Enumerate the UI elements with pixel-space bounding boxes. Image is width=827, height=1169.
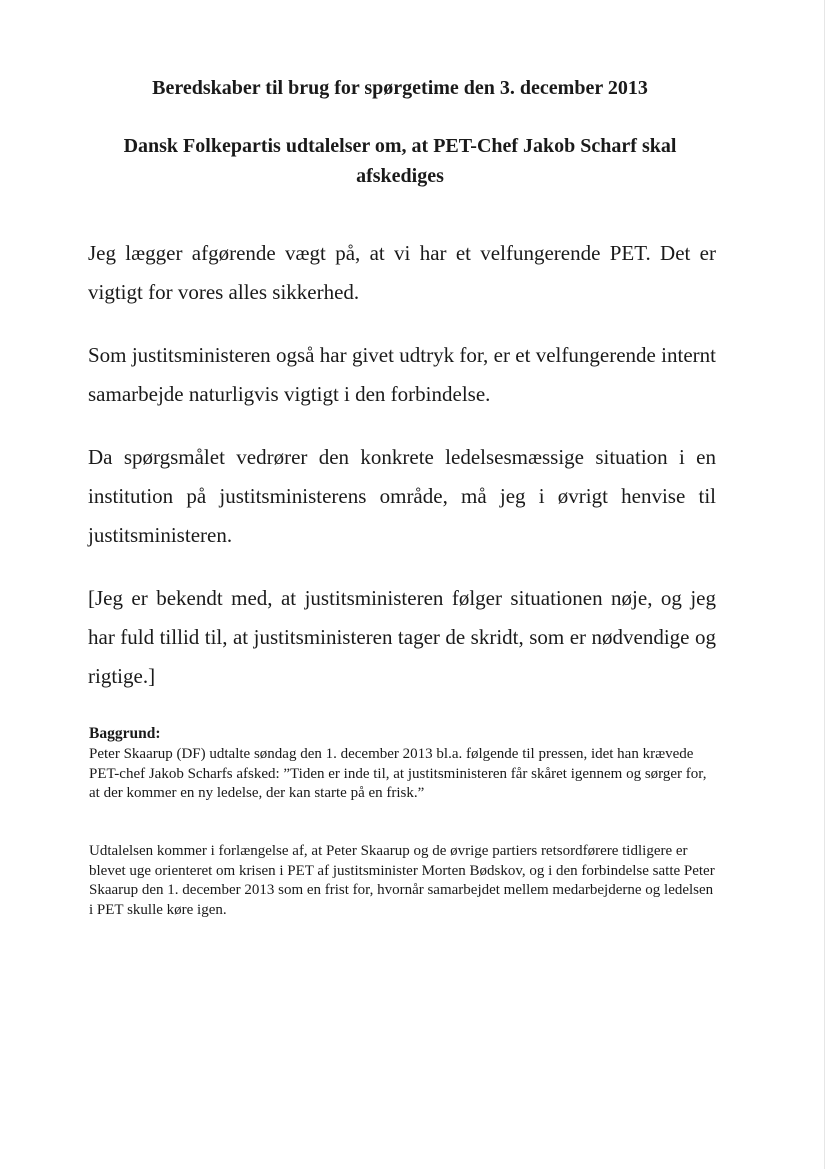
paragraph-3: Da spørgsmålet vedrører den konkrete ledelsesmæssige situation i en institution på justitsministerens område, må jeg i øvrigt henvise til justitsministeren. bbox=[88, 445, 716, 547]
paragraph-1: Jeg lægger afgørende vægt på, at vi har et velfungerende PET. Det er vigtigt for vores alles sikkerhed. bbox=[88, 241, 716, 304]
background-text-1: Peter Skaarup (DF) udtalte søndag den 1. december 2013 bl.a. følgende til pressen, idet han krævede PET-chef Jakob Scharfs afsked: ”Tiden er inde til, at justitsministeren får skåret igennem og sørger for, at der kommer en ny ledelse, der kan starte på en frisk.” bbox=[89, 746, 707, 801]
background-label: Baggrund: bbox=[89, 725, 161, 742]
document-subtitle: Dansk Folkepartis udtalelser om, at PET-Chef Jakob Scharf skal afskediges bbox=[123, 135, 677, 187]
background-text-2: Udtalelsen kommer i forlængelse af, at Peter Skaarup og de øvrige partiers retsordførere tidligere er blevet uge orienteret om krisen i PET af justitsminister Morten Bødskov, og i den forbindelse satte Peter Skaarup den 1. december 2013 som en frist for, hvornår samarbejdet mellem medarbejderne og ledelsen i PET skulle køre igen. bbox=[89, 843, 715, 918]
document-title: Beredskaber til brug for spørgetime den 3. december 2013 bbox=[152, 77, 648, 99]
paragraph-4: [Jeg er bekendt med, at justitsministeren følger situationen nøje, og jeg har fuld tillid til, at justitsministeren tager de skridt, som er nødvendige og rigtige.] bbox=[88, 586, 716, 688]
paragraph-2: Som justitsministeren også har givet udtryk for, er et velfungerende internt samarbejde naturligvis vigtigt i den forbindelse. bbox=[88, 343, 716, 406]
page-edge-shadow bbox=[824, 0, 825, 1169]
